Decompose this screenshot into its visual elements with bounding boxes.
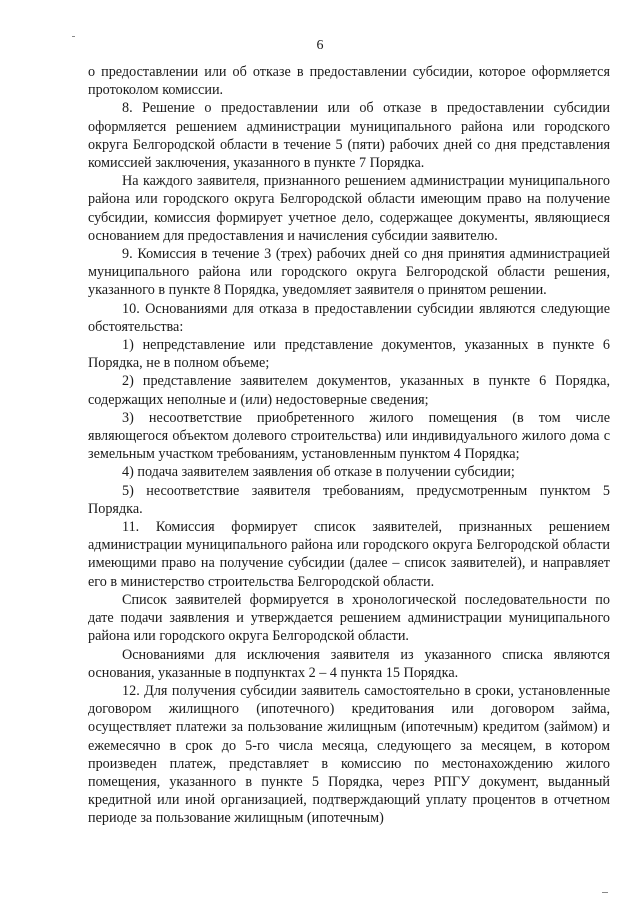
- page-number: 6: [316, 38, 324, 53]
- list-item-10-1: 1) непредставление или представление документов, указанных в пункте 6 Порядка, не в полном объеме;: [88, 337, 610, 372]
- paragraph-item-9: 9. Комиссия в течение 3 (трех) рабочих дней со дня принятия администрацией муниципального района или городского округа Белгородской области решения, указанного в пункте 8 Порядка, уведомляет заявителя о принятом решении.: [88, 246, 610, 299]
- list-item-10-3: 3) несоответствие приобретенного жилого помещения (в том числе являющегося объектом долевого строительства) или индивидуального жилого дома с земельным участком требованиям, установленным пунктом 4 Порядка;: [88, 409, 610, 463]
- list-item-10-2: 2) представление заявителем документов, указанных в пункте 6 Порядка, содержащих неполные и (или) недостоверные сведения;: [88, 373, 610, 408]
- paragraph-item-11-list-order: Список заявителей формируется в хронологической последовательности по дате подачи заявления и утверждается решением администрации муниципального района или городского округа Белгородской области.: [88, 591, 610, 645]
- paragraph-continuation: о предоставлении или об отказе в предоставлении субсидии, которое оформляется протоколом комиссии.: [88, 64, 610, 99]
- scan-speck: [602, 892, 608, 893]
- list-item-10-4: 4) подача заявителем заявления об отказе в получении субсидии;: [122, 464, 515, 481]
- paragraph-item-11: 11. Комиссия формирует список заявителей, признанных решением администрации муниципального района или городского округа Белгородской области имеющими право на получение субсидии (далее – список заявителей), и направляет его в министерство строительства Белгородской области.: [88, 519, 610, 590]
- paragraph-item-11-exclusion: Основаниями для исключения заявителя из указанного списка являются основания, указанные в подпунктах 2 – 4 пункта 15 Порядка.: [88, 646, 610, 681]
- paragraph-item-8-note: На каждого заявителя, признанного решением администрации муниципального района или городского округа Белгородской области имеющим право на получение субсидии, комиссия формирует учетное дело, содержащее документы, являющиеся основанием для предоставления и начисления субсидии заявителю.: [88, 173, 610, 244]
- paragraph-item-10: 10. Основаниями для отказа в предоставлении субсидии являются следующие обстоятельства:: [88, 300, 610, 335]
- document-body: [88, 63, 610, 828]
- list-item-10-5: 5) несоответствие заявителя требованиям, предусмотренным пунктом 5 Порядка.: [88, 482, 610, 517]
- scan-speck: [72, 36, 75, 37]
- paragraph-item-8: 8. Решение о предоставлении или об отказе в предоставлении субсидии оформляется решением администрации муниципального района или городского округа Белгородской области в течение 5 (пяти) рабочих дней со дня представления комиссией заключения, указанного в пункте 7 Порядка.: [88, 100, 610, 172]
- paragraph-item-12: 12. Для получения субсидии заявитель самостоятельно в сроки, установленные договором жилищного (ипотечного) кредитования или договором займа, осуществляет платежи за пользование жилищным (ипотечным) кредитом (займом) и ежемесячно в срок до 5-го числа месяца, следующего за месяцем, в котором произведен платеж, представляет в комиссию по местонахождению жилого помещения, указанного в пункте 5 Порядка, через РПГУ документ, выданный кредитной или иной организацией, подтверждающий уплату процентов в отчетном периоде за пользование жилищным (ипотечным): [88, 682, 610, 827]
